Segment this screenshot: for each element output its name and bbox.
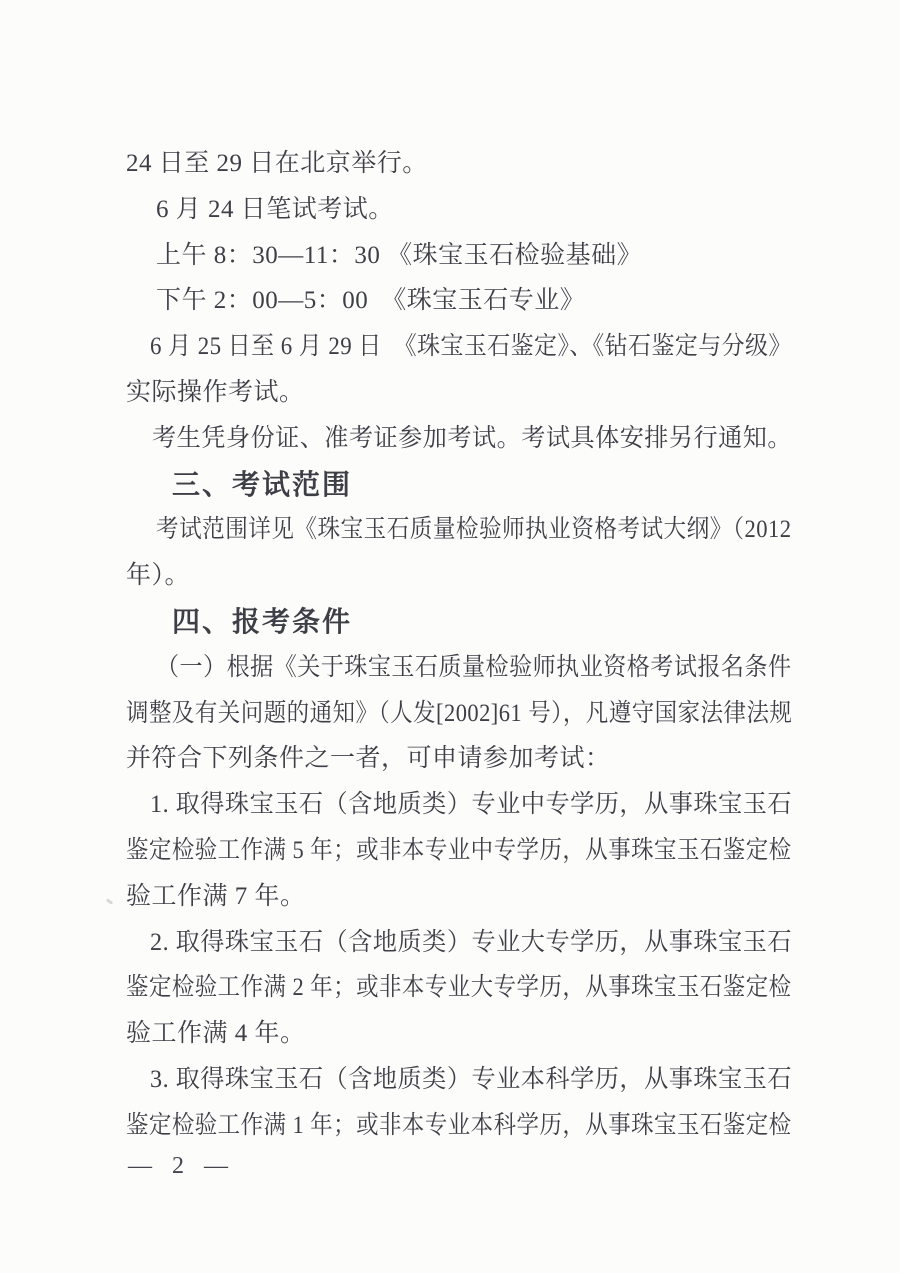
line-req-item1-cont1: 鉴定检验工作满 5 年；或非本专业中专学历，从事珠宝玉石鉴定检	[126, 836, 792, 864]
line-req-intro-cont2: 并符合下列条件之一者，可申请参加考试：	[126, 745, 611, 773]
line-req-item2-cont1: 鉴定检验工作满 2 年；或非本专业大专学历，从事珠宝玉石鉴定检	[126, 974, 792, 1002]
line-req-item3: 3. 取得珠宝玉石（含地质类）专业本科学历，从事珠宝玉石	[150, 1065, 793, 1093]
line-req-item2: 2. 取得珠宝玉石（含地质类）专业大专学历，从事珠宝玉石	[150, 928, 793, 956]
line-practical-exam-dates: 6 月 25 日至 6 月 29 日 《珠宝玉石鉴定》、《钻石鉴定与分级》	[150, 333, 792, 361]
scan-artifact	[106, 898, 113, 904]
line-morning-session: 上午 8：30—11：30 《珠宝玉石检验基础》	[156, 241, 643, 269]
heading-section4-requirements: 四、报考条件	[172, 605, 353, 637]
line-admission-note: 考生凭身份证、准考证参加考试。考试具体安排另行通知。	[152, 424, 793, 452]
line-exam-location: 24 日至 29 日在北京举行。	[126, 150, 428, 177]
line-practical-exam-cont: 实际操作考试。	[126, 378, 305, 406]
line-written-exam-date: 6 月 24 日笔试考试。	[156, 195, 394, 223]
line-afternoon-session: 下午 2：00—5：00 《珠宝玉石专业》	[156, 287, 586, 315]
line-req-item1-cont2: 验工作满 7 年。	[126, 882, 306, 910]
line-req-intro-cont1: 调整及有关问题的通知》（人发[2002]61 号），凡遵守国家法律法规	[126, 699, 793, 727]
line-exam-scope-cont: 年）。	[126, 562, 191, 590]
heading-section3-exam-scope: 三、考试范围	[172, 468, 353, 500]
line-req-item1: 1. 取得珠宝玉石（含地质类）专业中专学历，从事珠宝玉石	[150, 791, 793, 819]
page-number: — 2 —	[128, 1153, 231, 1179]
line-req-intro: （一）根据《关于珠宝玉石质量检验师执业资格考试报名条件	[156, 653, 792, 681]
line-req-item3-cont: 鉴定检验工作满 1 年；或非本专业本科学历，从事珠宝玉石鉴定检	[126, 1111, 792, 1139]
document-body	[126, 141, 792, 1149]
line-req-item2-cont2: 验工作满 4 年。	[126, 1020, 306, 1048]
line-exam-scope-detail: 考试范围详见《珠宝玉石质量检验师执业资格考试大纲》（2012	[156, 516, 792, 544]
